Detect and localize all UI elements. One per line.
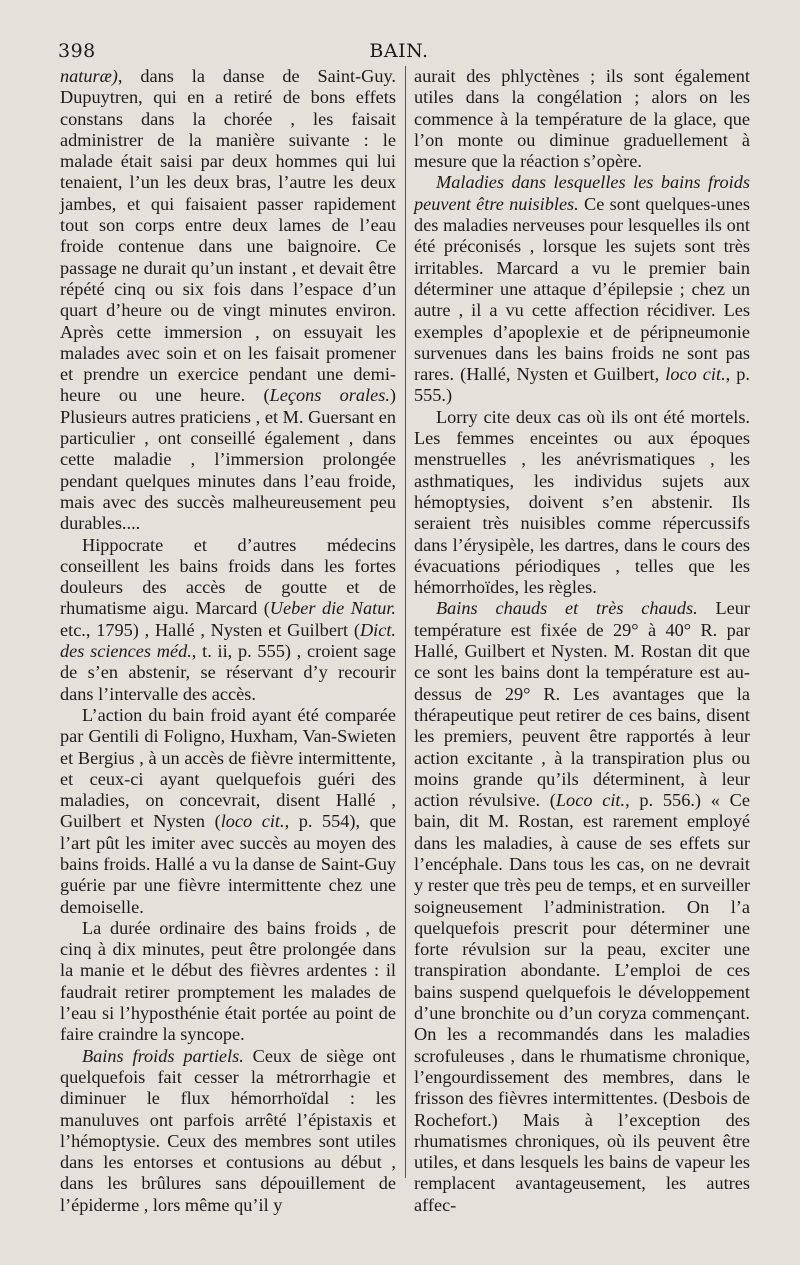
text-run: Ceux de siège ont quelquefois fait cesser la métrorrhagie et diminuer le flux hémorrhoïdal : les manuluves ont parfois arrêté l’épistaxis et l’hémoptysie. Ceux des membres sont utiles dans les entorses et contusions au début , dans les brûlures sans dépouillement de l’épiderme , lors même qu’il y — [60, 1045, 396, 1215]
italic-text: Maladies dans lesquelles les bains froids peuvent être nuisibles. — [414, 172, 750, 214]
italic-text: loco cit. — [665, 364, 726, 385]
text-run: ) Plusieurs autres praticiens , et M. Guersant en particulier , ont conseillé également , dans cette maladie , l’immersion prolongée pendant quelques minutes dans l’eau froide, mais avec des succès malheureusement peu durables.... — [60, 385, 396, 534]
italic-text: Ueber die Natur. — [269, 598, 396, 619]
running-title: BAIN. — [369, 40, 429, 62]
right-text-column — [414, 66, 750, 1216]
italic-text: naturæ) — [60, 66, 118, 86]
paragraph — [414, 598, 750, 1216]
paragraph — [60, 918, 396, 1046]
paragraph — [414, 172, 750, 406]
left-text-column — [60, 66, 396, 1216]
italic-text: loco cit. — [220, 811, 285, 832]
italic-text: Leçons orales. — [269, 385, 390, 406]
text-run: , t. ii, p. 555) , croient sage de s’en abstenir, se réservant d’y recourir dans l’intervalle des accès. — [60, 641, 396, 704]
text-run: , p. 556.) « Ce bain, dit M. Rostan, est rarement employé dans les maladies, à cause de ses effets sur l’encéphale. Dans tous les cas, on ne devrait y rester que très peu de temps, et en surveiller soigneusement l’administration. On l’a quelquefois prescrit pour déterminer une forte révulsion sur la peau, exciter une transpiration abondante. L’emploi de ces bains suspend quelquefois le développement d’une bronchite ou d’un coryza commençant. On les a recommandés dans les maladies scrofuleuses , dans le rhumatisme chronique, l’engourdissement des membres, dans le frisson des fièvres intermittentes. (Desbois de Rochefort.) Mais à l’exception des rhumatismes chroniques, où ils peuvent être utiles, et dans lesquels les bains de vapeur les remplacent avantageusement, les autres affec- — [414, 790, 750, 1215]
paragraph — [414, 66, 750, 172]
text-run: Leur température est fixée de 29° à 40° R. par Hallé, Guilbert et Nysten. M. Rostan dit que ce sont les bains dont la température est au-dessus de 29° R. Les avantages que la thérapeutique peut retirer de ces bains, disent les premiers, peuvent être rapportés à leur action excitante , à la transpiration plus ou moins grande qu’ils déterminent, à leur action révulsive. ( — [414, 598, 750, 811]
page-number: 398 — [58, 40, 96, 62]
text-run: Ce sont quelques-unes des maladies nerveuses pour lesquelles ils ont été préconisés , lorsque les sujets sont très irritables. Marcard a vu le premier bain déterminer une attaque d’épilepsie ; chez un autre , il a vu cette affection récidiver. Les exemples d’apoplexie et de péripneumonie survenues dans les bains froids ne sont pas rares. (Hallé, Nysten et Guilbert, — [414, 193, 750, 385]
paragraph — [414, 407, 750, 599]
italic-text: Bains froids partiels. — [82, 1045, 244, 1066]
column-divider — [405, 66, 406, 1178]
italic-text: Bains chauds et très chauds. — [436, 598, 698, 619]
text-run: L’action du bain froid ayant été comparée par Gentili di Foligno, Huxham, Van-Swieten et Bergius , à un accès de fièvre intermittente, et ceux-ci ayant quelquefois guéri des maladies, on concevrait, disent Hallé , Guilbert et Nysten ( — [60, 704, 396, 832]
running-header — [58, 40, 740, 66]
italic-text: Loco cit. — [555, 790, 626, 811]
italic-text: Dict. des sciences méd. — [60, 619, 396, 662]
text-run: Lorry cite deux cas où ils ont été mortels. Les femmes enceintes ou aux époques menstruelles , les anévrismatiques , les asthmatiques, les individus sujets aux hémoptysies, doivent s’en abstenir. Ils seraient très nuisibles comme répercussifs dans l’érysipèle, les dartres, dans le cours des évacuations périodiques , telles que les hémorrhoïdes, les règles. — [414, 406, 750, 598]
paragraph — [60, 535, 396, 705]
text-run: , p. 554), que l’art pût les imiter avec succès au moyen des bains froids. Hallé a vu la danse de Saint-Guy guérie par une fièvre intermittente chez une demoiselle. — [60, 811, 397, 917]
text-run: , dans la danse de Saint-Guy. Dupuytren, qui en a retiré de bons effets constans dans la chorée , les faisait administrer de la manière suivante : le malade était saisi par deux hommes qui lui tenaient, l’un les deux bras, l’autre les deux jambes, et qui faisaient passer rapidement tout son corps entre deux lames de l’eau froide contenue dans une baignoire. Ce passage ne durait qu’un instant , et devait être répété cinq ou six fois dans l’espace d’un quart d’heure ou de vingt minutes environ. Après cette immersion , on essuyait les malades avec soin et on les faisait promener et prendre un exercice pendant une demi-heure ou une heure. ( — [60, 66, 396, 406]
paragraph — [60, 66, 396, 535]
text-run: aurait des phlyctènes ; ils sont également utiles dans la congélation ; alors on les commence à la température de la glace, que l’on monte ou diminue graduellement à mesure que la réaction s’opère. — [414, 66, 750, 172]
text-run: , p. 555.) — [414, 364, 751, 406]
text-run: etc., 1795) , Hallé , Nysten et Guilbert ( — [60, 619, 360, 640]
text-run: La durée ordinaire des bains froids , de cinq à dix minutes, peut être prolongée dans la manie et le début des fièvres ardentes : il faudrait retirer promptement les malades de l’eau si l’hyposthénie était portée au point de faire craindre la syncope. — [60, 917, 396, 1045]
paragraph — [60, 1046, 396, 1216]
text-run: Hippocrate et d’autres médecins conseillent les bains froids dans les fortes douleurs des accès de goutte et de rhumatisme aigu. Marcard ( — [60, 534, 396, 619]
paragraph — [60, 705, 396, 918]
